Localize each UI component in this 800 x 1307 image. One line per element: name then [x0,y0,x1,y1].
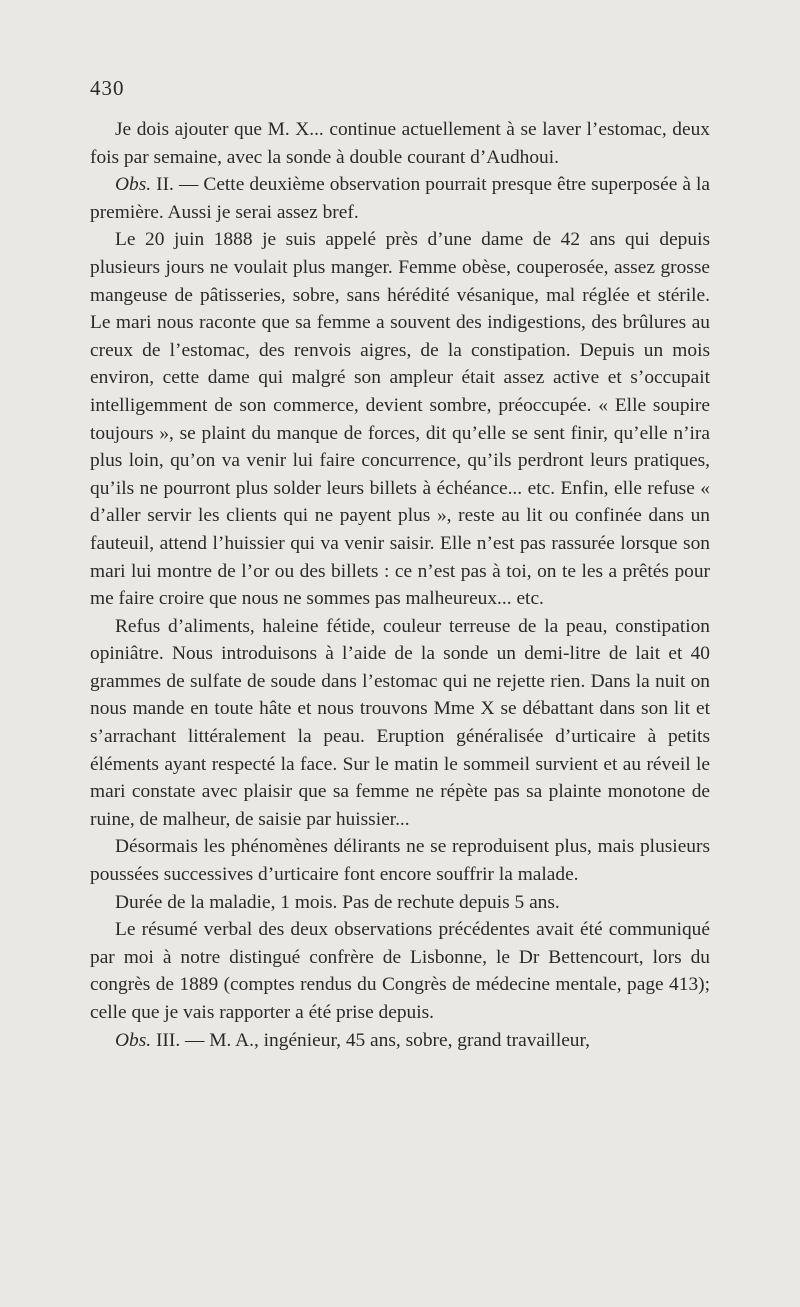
body-text [90,116,710,1054]
observation-text: II. — Cette deuxième observation pourrait presque être superposée à la première. Aussi je serai assez bref. [90,174,710,223]
paragraph-observation-2 [90,171,710,226]
paragraph: Désormais les phénomènes délirants ne se reproduisent plus, mais plusieurs poussées successives d’urticaire font encore souffrir la malade. [90,836,710,886]
paragraph: Durée de la maladie, 1 mois. Pas de rechute depuis 5 ans. [115,891,560,913]
observation-text: III. — M. A., ingénieur, 45 ans, sobre, grand travailleur, [155,1029,591,1051]
observation-label: Obs. [115,174,152,196]
paragraph-observation-3 [90,1027,710,1055]
paragraph: Le 20 juin 1888 je suis appelé près d’une dame de 42 ans qui depuis plusieurs jours ne voulait plus manger. Femme obèse, couperosée, assez grosse mangeuse de pâtisseries, sobre, sans hérédité vésanique, mal réglée et stérile. Le mari nous raconte que sa femme a souvent des indigestions, des brûlures au creux de l’estomac, des renvois aigres, de la constipation. Depuis un mois environ, cette dame qui malgré son ampleur était assez active et s’occupait intelligemment de son commerce, devient sombre, préoccupée. « Elle soupire toujours », se plaint du manque de forces, dit qu’elle se sent finir, qu’elle n’ira plus loin, qu’on va venir lui faire concurrence, qu’ils perdront leurs pratiques, qu’ils ne pourront plus solder leurs billets à échéance... etc. Enfin, elle refuse « d’aller servir les clients qui ne payent plus », reste au lit ou confinée dans un fauteuil, attend l’huissier qui va venir saisir. Elle n’est pas rassurée lorsque son mari lui montre de l’or ou des billets : ce n’est pas à toi, on te les a prêtés pour me faire croire que nous ne sommes pas malheureux... etc. [90,229,710,610]
paragraph: Le résumé verbal des deux observations précédentes avait été communiqué par moi à notre distingué confrère de Lisbonne, le Dr Bettencourt, lors du congrès de 1889 (comptes rendus du Congrès de médecine mentale, page 413); celle que je vais rapporter a été prise depuis. [90,919,710,1023]
paragraph: Refus d’aliments, haleine fétide, couleur terreuse de la peau, constipation opiniâtre. Nous introduisons à l’aide de la sonde un demi-litre de lait et 40 grammes de sulfate de soude dans l’estomac qui ne rejette rien. Dans la nuit on nous mande en toute hâte et nous trouvons Mme X se débattant dans son lit et s’arrachant littéralement la peau. Eruption généralisée d’urticaire à petits éléments ayant respecté la face. Sur le matin le sommeil survient et au réveil le mari constate avec plaisir que sa femme ne répète pas sa plainte monotone de ruine, de malheur, de saisie par huissier... [90,615,710,830]
page-number: 430 [90,76,125,100]
paragraph: Je dois ajouter que M. X... continue actuellement à se laver l’estomac, deux fois par semaine, avec la sonde à double courant d’Audhoui. [90,119,710,168]
observation-label: Obs. [115,1029,152,1051]
